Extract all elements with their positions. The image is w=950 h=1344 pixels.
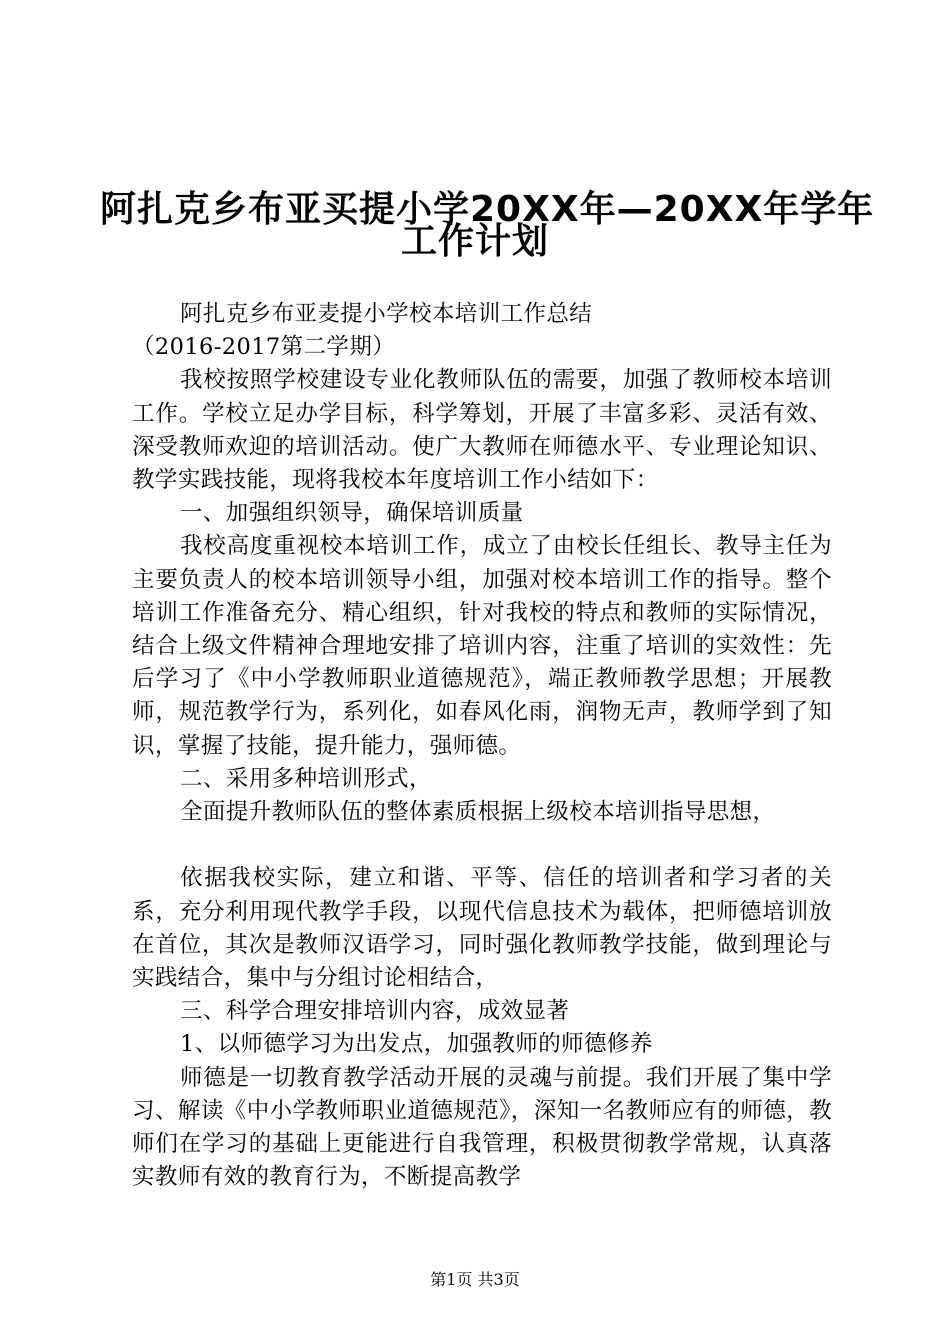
paragraph-subtitle: 阿扎克乡布亚麦提小学校本培训工作总结 xyxy=(180,301,593,327)
subsection-heading-3-1: 1、以师德学习为出发点，加强教师的师德修养 xyxy=(180,1031,653,1058)
paragraph-intro: 我校按照学校建设专业化教师队伍的需要，加强了教师校本培训工作。学校立足办学目标，科学筹划，开展了丰富多彩、灵活有效、深受教师欢迎的培训活动。使广大教师在师德水平、专业理论知识、教学实践技能，现将我校本年度培训工作小结如下： xyxy=(132,367,832,494)
section-heading-3: 三、科学合理安排培训内容，成效显著 xyxy=(180,998,570,1025)
section-heading-2: 二、采用多种培训形式， xyxy=(180,765,432,792)
paragraph-section-3-1: 师德是一切教育教学活动开展的灵魂与前提。我们开展了集中学习、解读《中小学教师职业道德规范》，深知一名教师应有的师德，教师们在学习的基础上更能进行自我管理，积极贯彻教学常规，认真落实教师有效的教育行为，不断提高教学 xyxy=(132,1064,832,1191)
paragraph-section-2: 依据我校实际，建立和谐、平等、信任的培训者和学习者的关系，充分利用现代教学手段，以现代信息技术为载体，把师德培训放在首位，其次是教师汉语学习，同时强化教师教学技能，做到理论与实践结合，集中与分组讨论相结合， xyxy=(132,865,832,992)
paragraph-term: （2016-2017第二学期） xyxy=(132,334,396,361)
document-title-line-1: 阿扎克乡布亚买提小学20XX年—20XX年学年 xyxy=(100,189,875,230)
paragraph-section-1: 我校高度重视校本培训工作，成立了由校长任组长、教导主任为主要负责人的校本培训领导小组，加强对校本培训工作的指导。整个培训工作准备充分、精心组织，针对我校的特点和教师的实际情况，结合上级文件精神合理地安排了培训内容，注重了培训的实效性：先后学习了《中小学教师职业道德规范》，端正教师教学思想；开展教师，规范教学行为，系列化，如春风化雨，润物无声，教师学到了知识，掌握了技能，提升能力，强师德。 xyxy=(132,533,832,759)
page-footer: 第1页 共3页 xyxy=(430,1270,520,1289)
section-heading-1: 一、加强组织领导，确保培训质量 xyxy=(180,500,524,527)
paragraph-section-2-lead: 全面提升教师队伍的整体素质根据上级校本培训指导思想， xyxy=(180,799,776,826)
document-body xyxy=(132,298,832,1194)
document-title-line-2: 工作计划 xyxy=(400,221,549,262)
blank-line xyxy=(132,829,832,862)
